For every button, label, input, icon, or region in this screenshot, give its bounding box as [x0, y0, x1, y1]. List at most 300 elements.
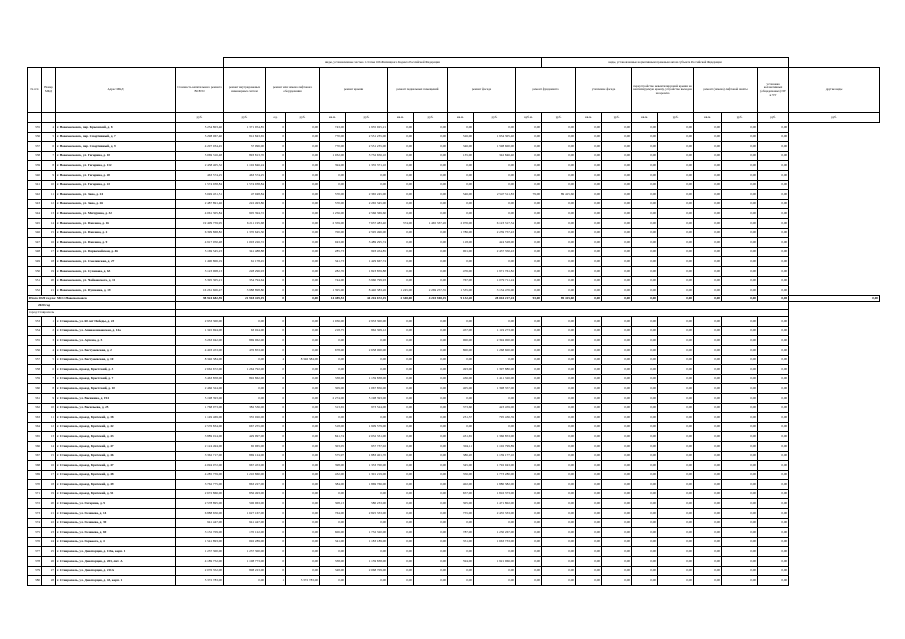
table-cell: 0,00	[722, 345, 758, 355]
table-cell: 0,00	[320, 170, 346, 180]
table-cell: 0	[266, 547, 286, 557]
unit-cell: кв.м.	[388, 113, 414, 123]
table-cell: 0	[266, 209, 286, 219]
table-cell: 1 411 326,00	[474, 374, 516, 384]
table-cell: 0,00	[722, 266, 758, 276]
table-cell: 0,00	[758, 528, 789, 538]
table-cell: 892 862,00	[224, 374, 266, 384]
table-cell: 0,00	[602, 374, 632, 384]
table-cell: 11	[42, 413, 56, 423]
table-cell: 79,00	[516, 190, 542, 200]
table-cell: 0,00	[414, 190, 448, 200]
table-cell: 0,00	[694, 355, 722, 365]
table-cell: 0	[266, 537, 286, 547]
table-cell: 2 076 352,00	[176, 566, 224, 576]
table-row	[28, 480, 880, 490]
table-row	[28, 336, 880, 346]
table-cell: 0,00	[516, 142, 542, 152]
table-cell: 1 909 579,00	[346, 422, 388, 432]
table-cell: 345	[28, 218, 42, 228]
table-cell: 0,00	[576, 151, 602, 161]
table-cell: 0,00	[286, 190, 320, 200]
table-row	[28, 470, 880, 480]
table-cell: 0,00	[602, 345, 632, 355]
unit-cell: руб.	[758, 113, 789, 123]
table-cell: 0,00	[516, 276, 542, 286]
table-cell: 1	[266, 576, 286, 586]
table-cell: 363	[28, 413, 42, 423]
table-cell: 0,00	[414, 336, 448, 346]
table-cell: 0,00	[516, 422, 542, 432]
table-cell: 3 362 717,00	[176, 451, 224, 461]
table-cell: 0,00	[722, 151, 758, 161]
table-cell: 0,00	[722, 537, 758, 547]
table-cell: 0,00	[542, 403, 576, 413]
table-cell: 358	[28, 365, 42, 375]
col-roof: ремонт крыши	[320, 68, 388, 113]
table-cell: 0	[266, 345, 286, 355]
table-cell: 6 399 868,82	[176, 228, 224, 238]
table-cell: 0,00	[722, 422, 758, 432]
table-cell: 0	[266, 180, 286, 190]
table-cell: 15	[42, 451, 56, 461]
table-cell: 27	[42, 566, 56, 576]
table-cell: 2 437 350,43	[474, 247, 516, 257]
table-cell: 0,00	[694, 537, 722, 547]
table-cell: 0	[266, 557, 286, 567]
table-cell: 1 366 853,00	[474, 432, 516, 442]
table-cell: 0,00	[388, 132, 414, 142]
address-cell: г. Новомосковск, ул. Павлова, д. 16	[56, 218, 176, 228]
document-sheet	[27, 57, 880, 586]
table-cell: 0,00	[576, 257, 602, 267]
table-cell: 0,00	[286, 317, 320, 327]
total-cell: 98 924 682,59	[176, 295, 224, 302]
table-cell: 3 489 295,74	[346, 238, 388, 248]
table-cell: 2 466 324,00	[176, 384, 224, 394]
table-cell: 5 198 393,00	[176, 393, 224, 403]
table-cell: 0,00	[602, 276, 632, 286]
table-cell: 0,00	[576, 355, 602, 365]
table-cell: 580 233,00	[346, 499, 388, 509]
table-cell: 0,00	[346, 489, 388, 499]
table-cell: 308,13	[320, 499, 346, 509]
table-cell: 5 234 803,40	[176, 123, 224, 133]
address-cell: г. Ставрополь, ул. Доваторцев, д. 211А	[56, 566, 176, 576]
table-cell: 0,00	[632, 257, 658, 267]
table-cell: 0,00	[448, 170, 474, 180]
table-cell: 3 132 709,00	[176, 528, 224, 538]
table-cell: 1 823 859,88	[346, 266, 388, 276]
table-cell: 0,00	[658, 247, 694, 257]
table-cell: 0,00	[576, 170, 602, 180]
table-cell: 1 971 761,82	[474, 266, 516, 276]
table-cell: 0,00	[632, 326, 658, 336]
table-cell: 2 551 235,00	[346, 132, 388, 142]
table-cell: 0,00	[722, 336, 758, 346]
table-cell: 0,00	[542, 228, 576, 238]
table-cell: 356,00	[448, 470, 474, 480]
table-cell: 0,00	[658, 518, 694, 528]
city-row	[28, 309, 880, 317]
unit-cell: руб.	[542, 113, 576, 123]
table-cell: 0,00	[414, 518, 448, 528]
table-cell: 0,00	[602, 228, 632, 238]
table-cell: 2 595 496,00	[346, 228, 388, 238]
table-cell: 0,00	[602, 286, 632, 296]
table-cell: 0,00	[576, 518, 602, 528]
table-cell: 0,00	[388, 257, 414, 267]
table-row	[28, 190, 880, 200]
table-cell: 0,00	[632, 228, 658, 238]
table-cell: 0,00	[576, 317, 602, 327]
table-cell: 0,00	[758, 238, 789, 248]
table-cell: 0,00	[576, 142, 602, 152]
table-cell: 0,00	[542, 257, 576, 267]
table-cell: 0,00	[516, 180, 542, 190]
group-b-header: виды, установленные нормативным правовым актом субъекта Российской Федерации	[542, 58, 789, 68]
table-cell: 0,00	[346, 336, 388, 346]
table-cell: 0,00	[602, 142, 632, 152]
table-cell: 0	[266, 123, 286, 133]
table-cell: 12	[42, 422, 56, 432]
table-cell: 0,00	[722, 247, 758, 257]
table-cell: 384,00	[320, 480, 346, 490]
table-cell: 667 255,00	[224, 422, 266, 432]
table-cell: 8 440 383,26	[346, 286, 388, 296]
table-cell: 0,00	[516, 199, 542, 209]
address-cell: г. Ставрополь, проезд, Брестский, д. 10	[56, 384, 176, 394]
table-cell: 0,00	[414, 257, 448, 267]
table-cell: 0,00	[286, 161, 320, 171]
unit-cell: руб.	[602, 113, 632, 123]
table-cell: 0,00	[658, 317, 694, 327]
table-cell: 1 880 382,00	[474, 480, 516, 490]
table-cell: 341 488,88	[224, 247, 266, 257]
table-cell: 0,00	[388, 247, 414, 257]
table-cell: 352	[28, 286, 42, 296]
table-cell: 0,00	[632, 247, 658, 257]
table-row	[28, 218, 880, 228]
table-cell: 4 189 752,00	[176, 557, 224, 567]
table-cell: 0,00	[722, 326, 758, 336]
table-cell: 0,00	[388, 537, 414, 547]
table-cell: 0,00	[286, 151, 320, 161]
table-cell: 9	[42, 170, 56, 180]
group-a-header: виды, установленные частью 1 статьи 166 Жилищного Кодекса Российской Федерации	[224, 58, 542, 68]
table-cell: 0,00	[722, 576, 758, 586]
table-cell: 25	[42, 547, 56, 557]
table-cell: 0	[266, 190, 286, 200]
table-row	[28, 286, 880, 296]
table-cell: 0,00	[694, 199, 722, 209]
table-cell: 343	[28, 199, 42, 209]
table-cell: 0,00	[602, 190, 632, 200]
unit-cell: кв.м.	[576, 113, 602, 123]
table-cell: 0,00	[320, 413, 346, 423]
table-cell: 0,00	[388, 170, 414, 180]
table-cell: 0,00	[286, 180, 320, 190]
table-cell: 0,00	[542, 489, 576, 499]
table-cell: 0,00	[758, 326, 789, 336]
table-cell: 10	[42, 180, 56, 190]
table-cell: 4 285 759,00	[176, 470, 224, 480]
unit-cell: руб.	[346, 113, 388, 123]
table-cell: 26	[42, 557, 56, 567]
table-cell: 20	[42, 276, 56, 286]
table-cell: 0,00	[658, 345, 694, 355]
table-cell: 594,00	[448, 557, 474, 567]
table-cell: 0,00	[758, 257, 789, 267]
table-cell: 1 921 966,00	[474, 557, 516, 567]
table-cell: 0,00	[632, 470, 658, 480]
table-cell: 0,00	[576, 528, 602, 538]
table-cell: 0,00	[694, 413, 722, 423]
table-cell: 0,00	[414, 528, 448, 538]
table-cell: 0,00	[758, 247, 789, 257]
table-cell: 0,00	[576, 489, 602, 499]
table-cell: 3 134 476,00	[474, 286, 516, 296]
table-cell: 0,00	[602, 218, 632, 228]
city-label: город Ставрополь	[28, 309, 176, 317]
table-cell: 0,00	[414, 451, 448, 461]
table-cell: 0,00	[542, 266, 576, 276]
table-cell: 378	[28, 557, 42, 567]
table-cell: 0,00	[602, 441, 632, 451]
table-cell: 348,00	[320, 566, 346, 576]
table-cell: 0	[266, 566, 286, 576]
table-cell: 0,00	[602, 413, 632, 423]
table-cell: 386,20	[448, 451, 474, 461]
table-cell: 0,00	[576, 557, 602, 567]
table-cell: 0,00	[758, 480, 789, 490]
table-cell: 0,00	[388, 190, 414, 200]
table-cell: 0,00	[448, 199, 474, 209]
table-row	[28, 537, 880, 547]
table-cell: 0,00	[542, 566, 576, 576]
table-cell: 345,00	[448, 461, 474, 471]
table-cell: 0,00	[286, 257, 320, 267]
table-cell: 0,00	[758, 151, 789, 161]
table-row	[28, 132, 880, 142]
table-cell: 0,00	[658, 470, 694, 480]
table-cell: 0,00	[516, 451, 542, 461]
table-cell: 16 261 606,47	[176, 286, 224, 296]
table-cell: 506 963,00	[224, 499, 266, 509]
table-cell: 0,00	[286, 218, 320, 228]
table-cell: 0,00	[286, 365, 320, 375]
table-cell: 0,00	[722, 218, 758, 228]
table-cell: 0,00	[388, 451, 414, 461]
table-cell: 57 096,00	[224, 142, 266, 152]
address-cell: г. Новомосковск, ул. Пушкина, д. 19	[56, 286, 176, 296]
table-cell: 6 123 317,54	[474, 218, 516, 228]
table-cell: 0,00	[286, 461, 320, 471]
table-cell: 0,00	[414, 151, 448, 161]
table-cell: 0,00	[542, 209, 576, 219]
total-cell: 2 348,00	[388, 295, 414, 302]
table-cell: 0,00	[576, 576, 602, 586]
table-cell: 2 274,00	[320, 393, 346, 403]
table-cell: 0,00	[658, 451, 694, 461]
address-cell: г. Ставрополь, ул. Доваторцев, д. 203, лит. А	[56, 557, 176, 567]
table-cell: 0,00	[414, 403, 448, 413]
table-cell: 6 888 656,00	[176, 509, 224, 519]
table-cell: 0,00	[632, 238, 658, 248]
table-cell: 0,00	[286, 170, 320, 180]
table-cell: 4 094 072,00	[176, 461, 224, 471]
table-cell: 862 309,12	[346, 326, 388, 336]
table-cell: 0,00	[414, 509, 448, 519]
table-cell: 382 536,00	[224, 403, 266, 413]
total-label: Итого 2020 год по: МО г.Новомосковск	[28, 295, 176, 302]
table-row	[28, 317, 880, 327]
table-cell: 0,00	[516, 441, 542, 451]
address-cell: г. Ставрополь, ул. Артема, д. 5	[56, 336, 176, 346]
table-cell: 0,00	[516, 209, 542, 219]
col-engineering: ремонт внутридомовых инженерных систем	[224, 68, 266, 113]
table-cell: 0,00	[722, 209, 758, 219]
table-cell: 13	[42, 432, 56, 442]
table-cell: 342	[28, 190, 42, 200]
table-cell: 0,00	[758, 276, 789, 286]
table-cell: 2 438 405,32	[176, 161, 224, 171]
table-cell: 0,00	[722, 403, 758, 413]
table-cell: 0,00	[758, 161, 789, 171]
table-cell: 423 459,00	[474, 403, 516, 413]
table-row	[28, 151, 880, 161]
table-cell: 361	[28, 393, 42, 403]
table-cell: 0,00	[542, 374, 576, 384]
table-cell: 0,00	[722, 228, 758, 238]
table-cell: 0,00	[516, 576, 542, 586]
total-cell: 4 210 948,19	[414, 295, 448, 302]
table-cell: 344	[28, 209, 42, 219]
table-cell: 285,73	[320, 247, 346, 257]
table-cell: 0,00	[722, 142, 758, 152]
table-cell: 0,00	[602, 123, 632, 133]
table-cell: 0,00	[602, 132, 632, 142]
table-cell: 0,00	[658, 257, 694, 267]
table-cell: 0,00	[388, 355, 414, 365]
table-cell: 0	[266, 266, 286, 276]
table-cell: 65 965,00	[224, 441, 266, 451]
table-cell: 0,00	[758, 365, 789, 375]
address-cell: г. Ставрополь, проезд, Братский, д. 47	[56, 461, 176, 471]
table-cell: 10	[42, 403, 56, 413]
table-cell: 0,00	[414, 480, 448, 490]
table-cell: 0,00	[414, 161, 448, 171]
table-cell: 0,00	[286, 123, 320, 133]
unit-cell: руб.	[176, 113, 224, 123]
table-cell: 6	[42, 142, 56, 152]
table-row	[28, 576, 880, 586]
table-cell: 0,00	[658, 528, 694, 538]
table-cell: 0,00	[758, 170, 789, 180]
table-cell: 436,00	[448, 374, 474, 384]
table-cell: 1 102 846,24	[224, 161, 266, 171]
table-cell: 0,00	[286, 413, 320, 423]
table-cell: 869 962,00	[224, 336, 266, 346]
address-cell: г. Ставрополь, ул. 60 лет Победы, д. 23	[56, 317, 176, 327]
table-cell: 0,00	[516, 286, 542, 296]
table-cell: 0,00	[602, 238, 632, 248]
table-cell: 1	[42, 317, 56, 327]
address-cell: г. Новомосковск, ул. Смоленская, д. 27	[56, 257, 176, 267]
table-cell: 1 333 700,00	[346, 461, 388, 471]
table-cell: 869 124,00	[224, 451, 266, 461]
table-cell: 0,00	[576, 180, 602, 190]
table-cell: 0,00	[576, 365, 602, 375]
table-cell: 0,00	[388, 228, 414, 238]
unit-cell: кв.м.	[694, 113, 722, 123]
table-cell: 342 846,40	[474, 151, 516, 161]
table-cell: 0,00	[632, 365, 658, 375]
table-cell: 0,00	[722, 470, 758, 480]
table-cell: 0,00	[722, 499, 758, 509]
table-cell: 0,00	[658, 557, 694, 567]
table-cell: 0,00	[286, 451, 320, 461]
address-cell: г. Новомосковск, пер. Спортивный, д. 9	[56, 142, 176, 152]
table-cell: 0,00	[388, 374, 414, 384]
table-cell: 0,00	[658, 355, 694, 365]
table-cell: 0,00	[722, 461, 758, 471]
table-cell: 1 471 802,00	[474, 499, 516, 509]
table-cell: 0	[266, 238, 286, 248]
table-cell: 371	[28, 489, 42, 499]
table-cell: 0,00	[658, 218, 694, 228]
table-cell: 16	[42, 238, 56, 248]
table-row	[28, 266, 880, 276]
table-row	[28, 518, 880, 528]
total-cell: 0,00	[632, 295, 658, 302]
table-cell: 0,00	[722, 317, 758, 327]
table-cell: 0,00	[632, 218, 658, 228]
table-cell: 1 934 305,40	[474, 132, 516, 142]
address-cell: г. Ставрополь, ул. Доваторцев, д. 116а, корп. 1	[56, 547, 176, 557]
table-cell: 0,00	[694, 190, 722, 200]
table-cell: 15	[42, 228, 56, 238]
table-cell: 0,00	[576, 345, 602, 355]
table-cell: 463 574,25	[176, 170, 224, 180]
table-row	[28, 374, 880, 384]
table-cell: 0,00	[722, 509, 758, 519]
table-cell: 0,00	[632, 180, 658, 190]
table-cell: 0,00	[286, 247, 320, 257]
table-cell: 0,00	[602, 451, 632, 461]
table-cell: 0,00	[758, 576, 789, 586]
table-cell: 0,00	[474, 209, 516, 219]
table-cell: 0,00	[658, 190, 694, 200]
table-cell: 941 447,00	[176, 518, 224, 528]
table-cell: 0,00	[576, 509, 602, 519]
table-row	[28, 422, 880, 432]
table-cell: 0,00	[286, 345, 320, 355]
table-cell: 0,00	[632, 276, 658, 286]
table-cell: 0,00	[658, 384, 694, 394]
table-cell: 0,00	[474, 355, 516, 365]
table-cell: 1 768 973,00	[176, 403, 224, 413]
table-cell: 21	[42, 286, 56, 296]
table-cell: 0,00	[286, 403, 320, 413]
table-cell: 0,00	[758, 228, 789, 238]
table-cell: 1 869 766,00	[346, 480, 388, 490]
table-cell: 0,00	[658, 286, 694, 296]
table-cell: 0,00	[658, 132, 694, 142]
table-cell: 394,00	[320, 161, 346, 171]
table-cell: 228 296,93	[224, 266, 266, 276]
table-cell: 0,00	[448, 355, 474, 365]
